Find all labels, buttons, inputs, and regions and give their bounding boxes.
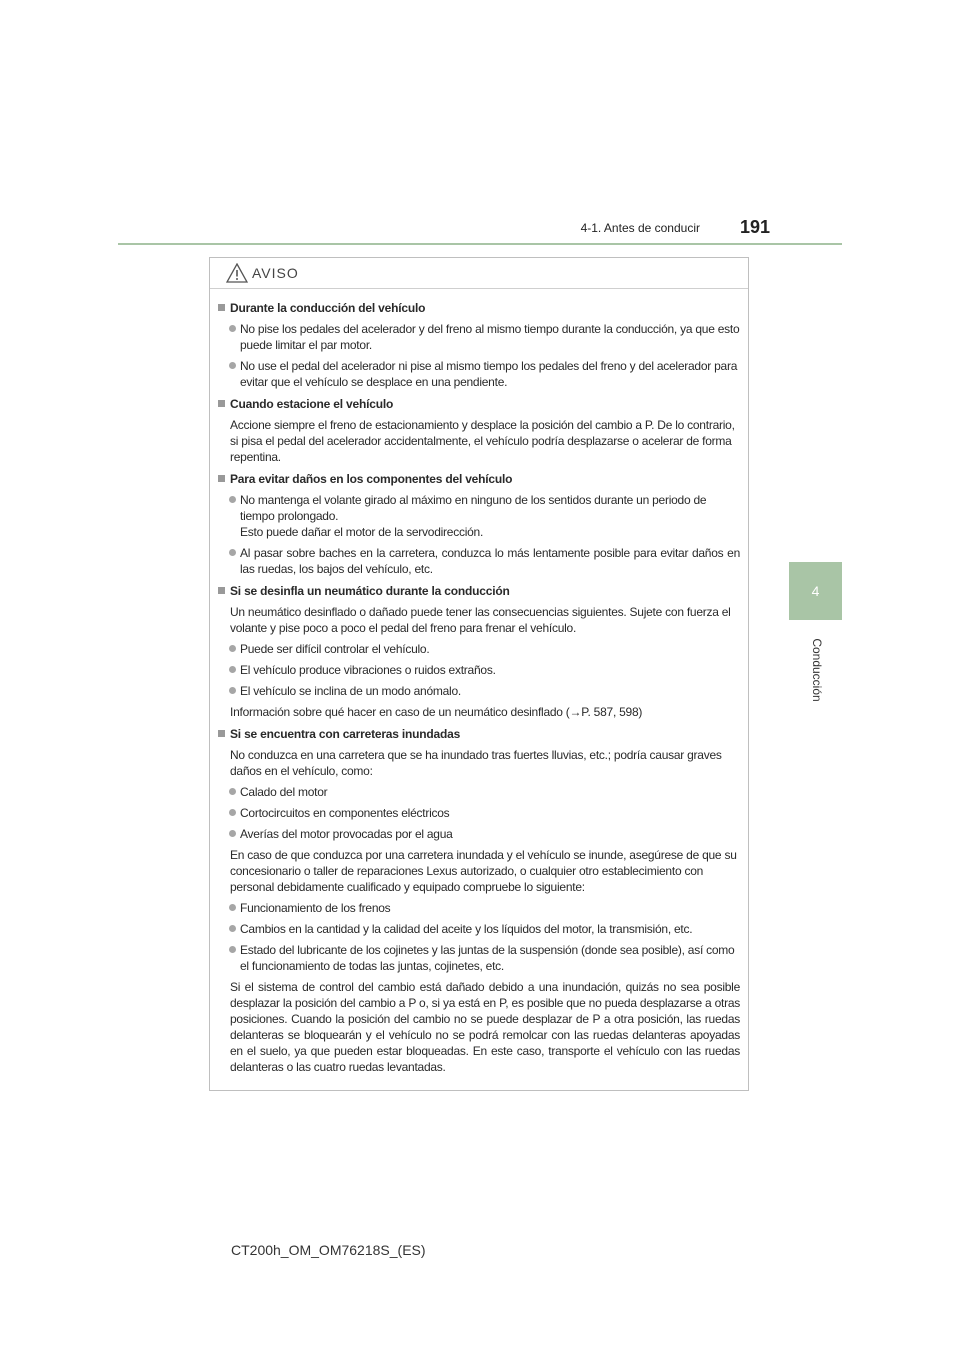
cross-reference: Información sobre qué hacer en caso de un neumático desinflado (→P. 587, 598): [230, 705, 643, 719]
header-rule: [118, 243, 842, 245]
list-item: [218, 826, 740, 842]
list-item: [218, 900, 740, 916]
bullet-dot-icon: [229, 925, 236, 932]
document-code: CT200h_OM_OM76218S_(ES): [231, 1242, 426, 1258]
square-bullet-icon: [218, 304, 225, 311]
section-heading: [218, 396, 740, 412]
paragraph: En caso de que conduzca por una carretera inundada y el vehículo se inunde, asegúrese de que su concesionario o taller de reparaciones Lexus autorizado, o cualquier otro establecimiento con personal debidamente cualificado y equipado compruebe lo siguiente:: [230, 848, 737, 894]
list-item: [218, 321, 740, 353]
section-flat-tire: [218, 583, 740, 720]
list-item-text: El vehículo se inclina de un modo anómalo.: [240, 684, 461, 698]
list-item: [218, 784, 740, 800]
bullet-dot-icon: [229, 946, 236, 953]
section-components: [218, 471, 740, 577]
bullet-dot-icon: [229, 496, 236, 503]
warning-title: AVISO: [252, 265, 299, 281]
bullet-dot-icon: [229, 788, 236, 795]
bullet-dot-icon: [229, 809, 236, 816]
list-item: [218, 805, 740, 821]
paragraph: Accione siempre el freno de estacionamiento y desplace la posición del cambio a P. De lo contrario, si pisa el pedal del acelerador accidentalmente, el vehículo podría desplazarse o acelerar de forma repentina.: [230, 418, 735, 464]
list-item: [218, 662, 740, 678]
bullet-dot-icon: [229, 830, 236, 837]
section-heading: [218, 471, 740, 487]
list-item-text: No pise los pedales del acelerador y del freno al mismo tiempo durante la conducción, ya que esto puede limitar el par motor.: [240, 322, 740, 352]
bullet-dot-icon: [229, 549, 236, 556]
bullet-dot-icon: [229, 904, 236, 911]
warning-body: [210, 289, 748, 1075]
list-item-text: El vehículo produce vibraciones o ruidos extraños.: [240, 663, 496, 677]
bullet-dot-icon: [229, 362, 236, 369]
warning-triangle-icon: [226, 263, 248, 283]
section-driving: [218, 300, 740, 390]
section-heading: [218, 726, 740, 742]
list-item: [218, 545, 740, 577]
list-item: [218, 358, 740, 390]
section-heading: [218, 300, 740, 316]
warning-box: [209, 257, 749, 1091]
list-item: [218, 492, 740, 540]
paragraph: No conduzca en una carretera que se ha inundado tras fuertes lluvias, etc.; podría causar graves daños en el vehículo, como:: [230, 748, 722, 778]
list-item-text: No use el pedal del acelerador ni pise al mismo tiempo los pedales del freno y del acelerador para evitar que el vehículo se desplace en una pendiente.: [240, 359, 738, 389]
section-heading-text: Si se encuentra con carreteras inundadas: [230, 727, 461, 741]
bullet-dot-icon: [229, 645, 236, 652]
list-item-text: Calado del motor: [240, 785, 328, 799]
section-heading-text: Durante la conducción del vehículo: [230, 301, 426, 315]
paragraph: Un neumático desinflado o dañado puede tener las consecuencias siguientes. Sujete con fuerza el volante y pise poco a poco el pedal del freno para frenar el vehículo.: [230, 605, 731, 635]
list-item-text: Cambios en la cantidad y la calidad del aceite y los líquidos del motor, la transmisión, etc.: [240, 922, 693, 936]
chapter-number: 4: [811, 583, 820, 599]
list-item-text: Funcionamiento de los frenos: [240, 901, 391, 915]
bullet-dot-icon: [229, 687, 236, 694]
section-heading-text: Si se desinfla un neumático durante la conducción: [230, 584, 510, 598]
bullet-dot-icon: [229, 666, 236, 673]
list-item-text: Puede ser difícil controlar el vehículo.: [240, 642, 430, 656]
list-item: [218, 942, 740, 974]
list-item-body: [240, 492, 740, 540]
section-heading: [218, 583, 740, 599]
section-flooded-roads: [218, 726, 740, 1075]
list-item: [218, 921, 740, 937]
list-item: [218, 683, 740, 699]
square-bullet-icon: [218, 475, 225, 482]
square-bullet-icon: [218, 587, 225, 594]
list-item-text: Estado del lubricante de los cojinetes y las juntas de la suspensión (donde sea posible), así como el funcionamiento de todas las juntas, cojinetes, etc.: [240, 943, 735, 973]
bullet-dot-icon: [229, 325, 236, 332]
header-section-title: 4-1. Antes de conducir: [580, 221, 700, 235]
chapter-title: Conducción: [810, 638, 824, 702]
section-parking: [218, 396, 740, 465]
page-number: 191: [740, 217, 771, 237]
list-item: [218, 641, 740, 657]
list-item-text: Al pasar sobre baches en la carretera, conduzca lo más lentamente posible para evitar daños en las ruedas, los bajos del vehículo, etc.: [240, 546, 740, 576]
list-item-text: No mantenga el volante girado al máximo en ninguno de los sentidos durante un periodo de tiempo prolongado.: [240, 493, 707, 523]
section-heading-text: Cuando estacione el vehículo: [230, 397, 394, 411]
list-item-note: Esto puede dañar el motor de la servodirección.: [240, 525, 484, 539]
section-heading-text: Para evitar daños en los componentes del vehículo: [230, 472, 513, 486]
paragraph: Si el sistema de control del cambio está dañado debido a una inundación, quizás no sea posible desplazar la posición del cambio a P o, si ya está en P, es posible que no pueda desplazarse a otras posiciones. Cuando la posición del cambio no se puede desplazar de P a otra posición, las ruedas delanteras se bloquearán y el vehículo no se podrá remolcar con las ruedas delanteras apoyadas en el suelo, ya que pueden estar bloqueadas. En este caso, transporte el vehículo con las ruedas delanteras o las cuatro ruedas levantadas.: [230, 980, 740, 1074]
square-bullet-icon: [218, 400, 225, 407]
square-bullet-icon: [218, 730, 225, 737]
list-item-text: Averías del motor provocadas por el agua: [240, 827, 453, 841]
list-item-text: Cortocircuitos en componentes eléctricos: [240, 806, 450, 820]
warning-header: [210, 258, 748, 289]
